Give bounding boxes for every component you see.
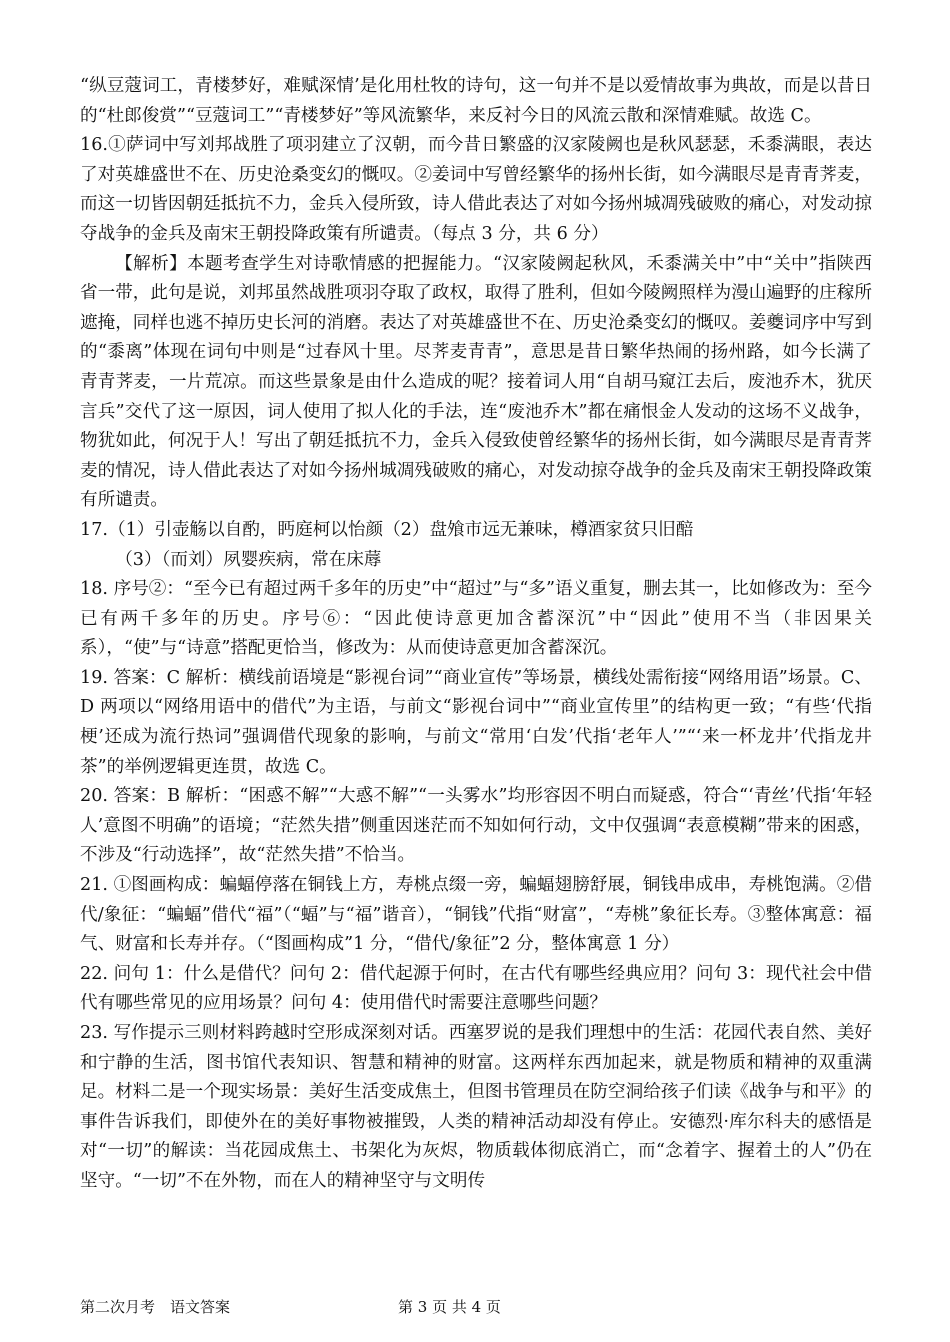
answer-17: 17.（1）引壶觞以自酌，眄庭柯以怡颜（2）盘飧市远无兼味，樽酒家贫只旧醅: [80, 519, 694, 540]
answer-18: 18. 序号②：“至今已有超过两千多年的历史”中“超过”与“多”语义重复，删去其一，比如修改为：至今已有两千多年的历史。序号⑥：“因此使诗意更加含蓄深沉”中“因此”使用不当（非因果关系），“使”与“诗意”搭配更恰当，修改为：从而使诗意更加含蓄深沉。: [80, 579, 872, 659]
answer-17-part3: （3）（而刘）夙婴疾病，常在床蓐: [115, 549, 382, 570]
answer-19: 19. 答案：C 解析：横线前语境是“影视台词”“商业宣传”等场景，横线处需衔接“网络用语”场景。C、D 两项以“网络用语中的借代”为主语，与前文“影视台词中”“商业宣传里”的结构更一致；“有些‘代指梗’还成为流行热词”强调借代现象的影响，与前文“常用‘白发’代指‘老年人’”“‘来一杯龙井’代指龙井茶”的举例逻辑更连贯，故选 C。: [80, 667, 872, 777]
answer-23: 23. 写作提示三则材料跨越时空形成深刻对话。西塞罗说的是我们理想中的生活：花园代表自然、美好和宁静的生活，图书馆代表知识、智慧和精神的财富。这两样东西加起来，就是物质和精神的双重满足。材料二是一个现实场景：美好生活变成焦土，但图书管理员在防空洞给孩子们读《战争与和平》的事件告诉我们，即使外在的美好事物被摧毁，人类的精神活动却没有停止。安德烈·库尔科夫的感悟是对“一切”的解读：当花园成焦土、书架化为灰烬，物质载体彻底消亡，而“念着字、握着土的人”仍在坚守。“一切”不在外物，而在人的精神坚守与文明传: [80, 1023, 872, 1191]
footer-exam-title: 第二次月考 语文答案: [80, 1298, 231, 1316]
answer-22: 22. 问句 1：什么是借代？问句 2：借代起源于何时，在古代有哪些经典应用？问句 3：现代社会中借代有哪些常见的应用场景？问句 4：使用借代时需要注意哪些问题？: [80, 963, 872, 1014]
answer-15-continuation: “纵豆蔻词工，青楼梦好，难赋深情’是化用杜牧的诗句，这一句并不是以爱情故事为典故，而是以昔日的“杜郎俊赏”“豆蔻词工”“青楼梦好”等风流繁华，来反衬今日的风流云散和深情难赋。故选 C。: [80, 76, 872, 126]
answer-16: 16.①萨词中写刘邦战胜了项羽建立了汉朝，而今昔日繁盛的汉家陵阙也是秋风瑟瑟，禾黍满眼，表达了对英雄盛世不在、历史沧桑变幻的慨叹。②姜词中写曾经繁华的扬州长街，如今满眼尽是青青荠麦，而这一切皆因朝廷抵抗不力，金兵入侵所致，诗人借此表达了对如今扬州城凋残破败的痛心，对发动掠夺战争的金兵及南宋王朝投降政策有所谴责。（每点 3 分，共 6 分）: [80, 135, 872, 244]
answer-20: 20. 答案：B 解析：“困惑不解”“大惑不解”“一头雾水”均形容因不明白而疑惑，符合“‘青丝’代指‘年轻人’意图不明确”的语境；“茫然失措”侧重因迷茫而不知如何行动，文中仅强调“表意模糊”带来的困惑，不涉及“行动选择”，故“茫然失措”不恰当。: [80, 786, 872, 866]
answer-content: [80, 72, 872, 1197]
answer-21: 21. ①图画构成：蝙蝠停落在铜钱上方，寿桃点缀一旁，蝙蝠翅膀舒展，铜钱串成串，寿桃饱满。②借代/象征：“蝙蝠”借代“福”（“蝠”与“福”谐音），“铜钱”代指“财富”，“寿桃”象征长寿。③整体寓意：福气、财富和长寿并存。（“图画构成”1 分，“借代/象征”2 分，整体寓意 1 分）: [80, 875, 872, 955]
answer-16-analysis: 【解析】本题考查学生对诗歌情感的把握能力。“汉家陵阙起秋风，禾黍满关中”中“关中”指陕西省一带，此句是说，刘邦虽然战胜项羽夺取了政权，取得了胜利，但如今陵阙照样为漫山遍野的庄稼所遮掩，同样也逃不掉历史长河的消磨。表达了对英雄盛世不在、历史沧桑变幻的慨叹。姜夔词序中写到的“黍离”体现在词句中则是“过春风十里。尽荠麦青青”，意思是昔日繁华热闹的扬州路，如今长满了青青荠麦，一片荒凉。而这些景象是由什么造成的呢？接着词人用“自胡马窥江去后，废池乔木，犹厌言兵”交代了这一原因，词人使用了拟人化的手法，连“废池乔木”都在痛恨金人发动的这场不义战争，物犹如此，何况于人！写出了朝廷抵抗不力，金兵入侵致使曾经繁华的扬州长街，如今满眼尽是青青荠麦的情况，诗人借此表达了对如今扬州城凋残破败的痛心，对发动掠夺战争的金兵及南宋王朝投降政策有所谴责。: [80, 253, 872, 511]
footer-page-number: 第 3 页 共 4 页: [398, 1298, 501, 1316]
